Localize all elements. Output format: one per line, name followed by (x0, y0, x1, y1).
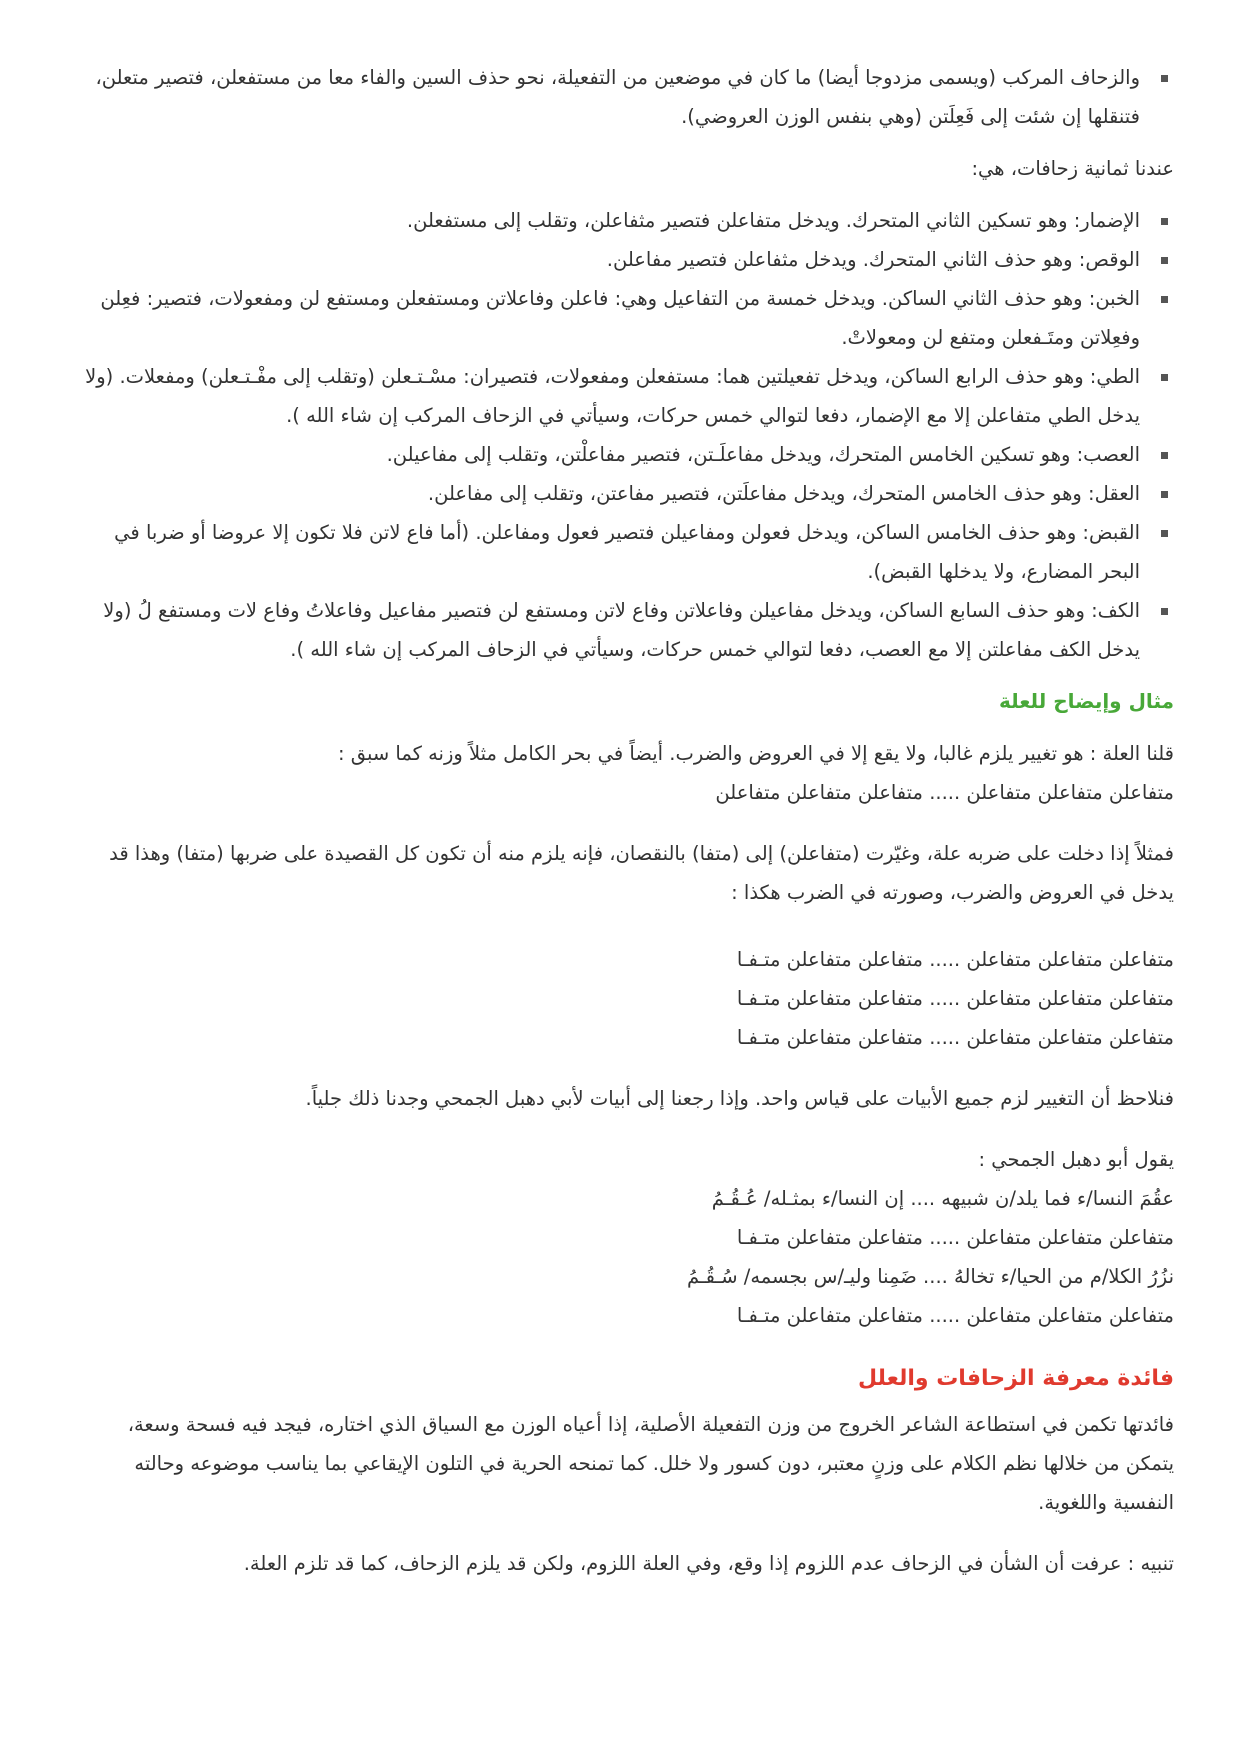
poem-line: نزُرُ الكلا/م من الحيا/ء تخالهُ .... ضَمِنا وليـ/س بجسمه/ سُـقُـمُ (686, 1265, 1174, 1288)
poet-intro: يقول أبو دهبل الجمحي : (978, 1148, 1174, 1171)
zihafat-intro: عندنا ثمانية زحافات، هي: (971, 157, 1174, 180)
list-item: الطي: وهو حذف الرابع الساكن، ويدخل تفعيلتين هما: مستفعلن ومفعولات، فتصيران: مسْـتـعلن (وتقلب إلى مفْـتـعلن) ومفعلات. (ولا يدخل الطي متفاعلن إلا مع الإضمار، دفعا لتوالي خمس حركات، وسيأتي في الزحاف المركب إن شاء الله ). (78, 357, 1174, 435)
meter-line: متفاعلن متفاعلن متفاعلن ..... متفاعلن متفاعلن متـفـا (736, 987, 1174, 1010)
kamil-meter: متفاعلن متفاعلن متفاعلن ..... متفاعلن متفاعلن متفاعلن (715, 781, 1174, 804)
list-item: العصب: وهو تسكين الخامس المتحرك، ويدخل مفاعلَـتن، فتصير مفاعلْتن، وتقلب إلى مفاعيلن. (78, 435, 1174, 474)
illa-heading: مثال وإيضاح للعلة (998, 689, 1174, 713)
benefit-text: فائدتها تكمن في استطاعة الشاعر الخروج من وزن التفعيلة الأصلية، إذا أعياه الوزن مع السياق الذي اختاره، فيجد فيه فسحة وسعة، يتمكن من خلالها نظم الكلام على وزنٍ معتبر، دون كسور ولا خلل. كما تمنحه الحرية في التلون الإيقاعي بما يناسب موضوعه وحالته النفسية واللغوية. (127, 1413, 1174, 1514)
list-item: الوقص: وهو حذف الثاني المتحرك. ويدخل مثفاعلن فتصير مفاعلن. (78, 240, 1174, 279)
poem-line: متفاعلن متفاعلن متفاعلن ..... متفاعلن متفاعلن متـفـا (736, 1226, 1174, 1249)
meter-line: متفاعلن متفاعلن متفاعلن ..... متفاعلن متفاعلن متـفـا (736, 1026, 1174, 1049)
zihafat-list (78, 201, 1174, 669)
note: تنبيه : عرفت أن الشأن في الزحاف عدم اللزوم إذا وقع، وفي العلة اللزوم، ولكن قد يلزم الزحاف، كما قد تلزم العلة. (243, 1552, 1174, 1575)
illa-example: فمثلاً إذا دخلت على ضربه علة، وغيّرت (متفاعلن) إلى (متفا) بالنقصان، فإنه يلزم منه أن تكون كل القصيدة على ضربها (متفا) وهذا قد يدخل في العروض والضرب، وصورته في الضرب هكذا : (109, 842, 1174, 904)
poem-line: عقُمَ النسا/ء فما يلد/ن شبيهه .... إن النسا/ء بمثـله/ عُـقُـمُ (711, 1187, 1174, 1210)
intro-bullet: والزحاف المركب (ويسمى مزدوجا أيضا) ما كان في موضعين من التفعيلة، نحو حذف السين والفاء معا من مستفعلن، فتصير متعلن، فتنقلها إن شئت إلى فَعِلَتن (وهي بنفس الوزن العروضي). (78, 58, 1174, 136)
poem-line: متفاعلن متفاعلن متفاعلن ..... متفاعلن متفاعلن متـفـا (736, 1304, 1174, 1327)
benefit-heading: فائدة معرفة الزحافات والعلل (858, 1366, 1174, 1391)
list-item: القبض: وهو حذف الخامس الساكن، ويدخل فعولن ومفاعيلن فتصير فعول ومفاعلن. (أما فاع لاتن فلا تكون إلا عروضا أو ضربا في البحر المضارع، ولا يدخلها القبض). (78, 513, 1174, 591)
list-item: الإضمار: وهو تسكين الثاني المتحرك. ويدخل متفاعلن فتصير مثفاعلن، وتقلب إلى مستفعلن. (78, 201, 1174, 240)
list-item: الخبن: وهو حذف الثاني الساكن. ويدخل خمسة من التفاعيل وهي: فاعلن وفاعلاتن ومستفعلن ومستفع لن ومفعولات، فتصير: فعِلن وفعِلاتن ومتَـفعلن ومتفع لن ومعولاتْ. (78, 279, 1174, 357)
illa-definition: قلنا العلة : هو تغيير يلزم غالبا، ولا يقع إلا في العروض والضرب. أيضاً في بحر الكامل مثلاً وزنه كما سبق : (337, 742, 1174, 765)
observation: فنلاحظ أن التغيير لزم جميع الأبيات على قياس واحد. وإذا رجعنا إلى أبيات لأبي دهبل الجمحي وجدنا ذلك جلياً. (305, 1087, 1174, 1110)
intro-list (78, 58, 1174, 136)
list-item: العقل: وهو حذف الخامس المتحرك، ويدخل مفاعلَتن، فتصير مفاعتن، وتقلب إلى مفاعلن. (78, 474, 1174, 513)
list-item: الكف: وهو حذف السابع الساكن، ويدخل مفاعيلن وفاعلاتن وفاع لاتن ومستفع لن فتصير مفاعيل وفاعلاتُ وفاع لات ومستفع لُ (ولا يدخل الكف مفاعلتن إلا مع العصب، دفعا لتوالي خمس حركات، وسيأتي في الزحاف المركب إن شاء الله ). (78, 591, 1174, 669)
meter-line: متفاعلن متفاعلن متفاعلن ..... متفاعلن متفاعلن متـفـا (736, 948, 1174, 971)
